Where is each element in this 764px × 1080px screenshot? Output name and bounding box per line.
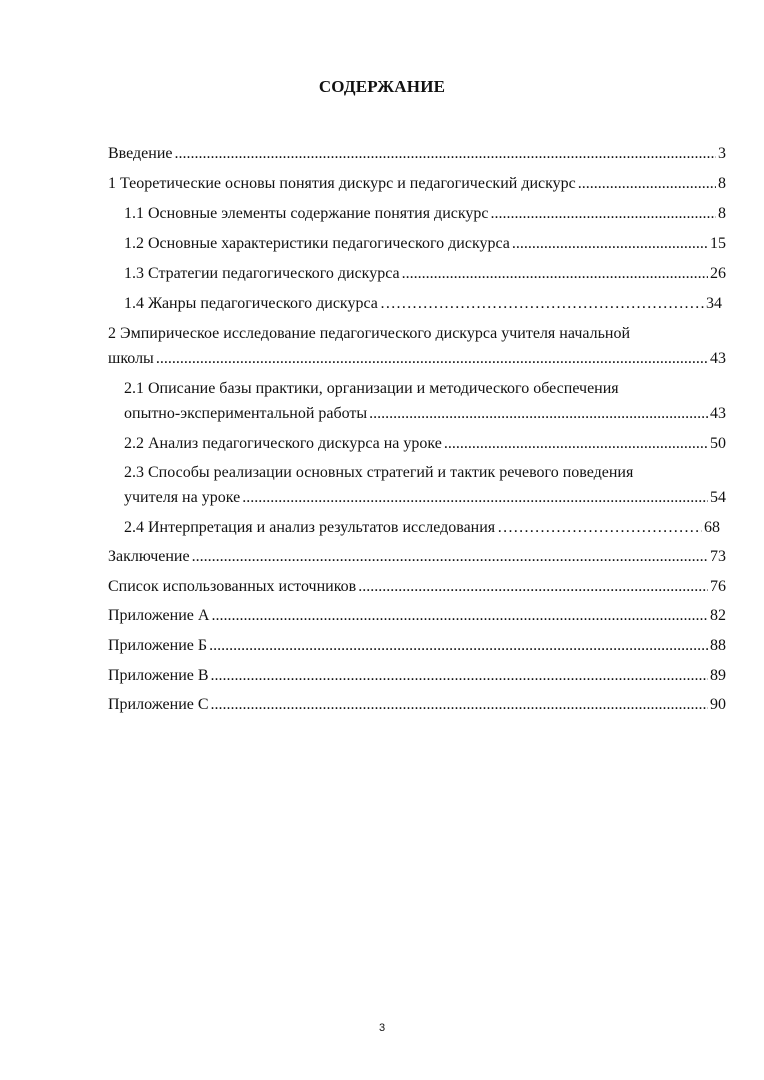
toc-entry-section-2-1-line1: 2.1 Описание базы практики, организации и методического обеспечения (124, 380, 619, 397)
page-title: СОДЕРЖАНИЕ (318, 77, 446, 96)
dot-leader (380, 294, 704, 314)
dot-leader (175, 144, 717, 164)
toc-entry-conclusion[interactable] (108, 547, 726, 567)
toc-entry-text: 1.4 Жанры педагогического дискурса (124, 295, 378, 312)
toc-entry-text: Приложение А (108, 607, 210, 624)
toc-page-number: 73 (710, 548, 726, 565)
toc-entry-text: Приложение Б (108, 637, 208, 654)
toc-entry-text: 1 Теоретические основы понятия дискурс и педагогический дискурс (108, 175, 576, 192)
toc-entry-appendix-s[interactable] (108, 695, 726, 715)
toc-entry-text: школы (108, 350, 154, 367)
toc-entry-text: 1.2 Основные характеристики педагогического дискурса (124, 235, 510, 252)
dot-leader (242, 488, 708, 508)
dot-leader (578, 174, 716, 194)
dot-leader (211, 666, 708, 686)
toc-entry-text: Введение (108, 145, 173, 162)
toc-entry-text: 2.4 Интерпретация и анализ результатов исследования (124, 519, 496, 536)
toc-page-number: 34 (706, 295, 722, 312)
toc-page-number: 15 (710, 235, 726, 252)
toc-entry-appendix-v[interactable] (108, 666, 726, 686)
dot-leader (512, 234, 708, 254)
toc-entry-section-2-3-line1: 2.3 Способы реализации основных стратегий и тактик речевого поведения (124, 464, 634, 481)
dot-leader (358, 577, 708, 597)
toc-entry-text: Заключение (108, 548, 190, 565)
toc-entry-appendix-b[interactable] (108, 636, 726, 656)
toc-entry-section-1-3[interactable] (124, 264, 726, 284)
toc-entry-chapter-2-line1: 2 Эмпирическое исследование педагогического дискурса учителя начальной (108, 325, 631, 342)
toc-entry-appendix-a[interactable] (108, 606, 726, 626)
page-number-footer: 3 (378, 1022, 386, 1034)
toc-entry-introduction[interactable] (108, 144, 726, 164)
toc-entry-text: опытно-экспериментальной работы (124, 405, 368, 422)
toc-page-number: 82 (710, 607, 726, 624)
toc-page-number: 76 (710, 578, 726, 595)
toc-page-number: 54 (710, 489, 726, 506)
toc-entry-text: учителя на уроке (124, 489, 241, 506)
dot-leader (211, 606, 708, 626)
dot-leader (369, 404, 708, 424)
dot-leader (211, 695, 708, 715)
dot-leader (444, 434, 708, 454)
toc-entry-section-1-1[interactable] (124, 204, 726, 224)
toc-page-number: 8 (718, 205, 726, 222)
toc-entry-section-2-2[interactable] (124, 434, 726, 454)
dot-leader (156, 349, 708, 369)
toc-entry-chapter-2[interactable] (108, 349, 726, 369)
toc-entry-section-2-4[interactable] (124, 518, 720, 538)
toc-page-number: 8 (718, 175, 726, 192)
toc-page-number: 43 (710, 350, 726, 367)
toc-page-number: 88 (710, 637, 726, 654)
toc-entry-section-2-3[interactable] (124, 488, 726, 508)
toc-entry-text: 2.2 Анализ педагогического дискурса на уроке (124, 435, 442, 452)
dot-leader (497, 518, 702, 538)
toc-page-number: 3 (718, 145, 726, 162)
toc-entry-text: Приложение С (108, 696, 209, 713)
toc-page-number: 50 (710, 435, 726, 452)
toc-page-number: 26 (710, 265, 726, 282)
toc-page-number: 68 (704, 519, 720, 536)
toc-page-number: 89 (710, 667, 726, 684)
dot-leader (402, 264, 708, 284)
toc-entry-section-1-2[interactable] (124, 234, 726, 254)
toc-entry-section-2-1[interactable] (124, 404, 726, 424)
toc-entry-chapter-1[interactable] (108, 174, 726, 194)
dot-leader (209, 636, 708, 656)
toc-entry-section-1-4[interactable] (124, 294, 722, 314)
toc-entry-references[interactable] (108, 577, 726, 597)
toc-entry-text: 1.1 Основные элементы содержание понятия дискурс (124, 205, 489, 222)
toc-entry-text: 1.3 Стратегии педагогического дискурса (124, 265, 400, 282)
dot-leader (491, 204, 717, 224)
toc-entry-text: Список использованных источников (108, 578, 357, 595)
toc-page-number: 90 (710, 696, 726, 713)
toc-entry-text: Приложение В (108, 667, 209, 684)
dot-leader (192, 547, 708, 567)
toc-page-number: 43 (710, 405, 726, 422)
